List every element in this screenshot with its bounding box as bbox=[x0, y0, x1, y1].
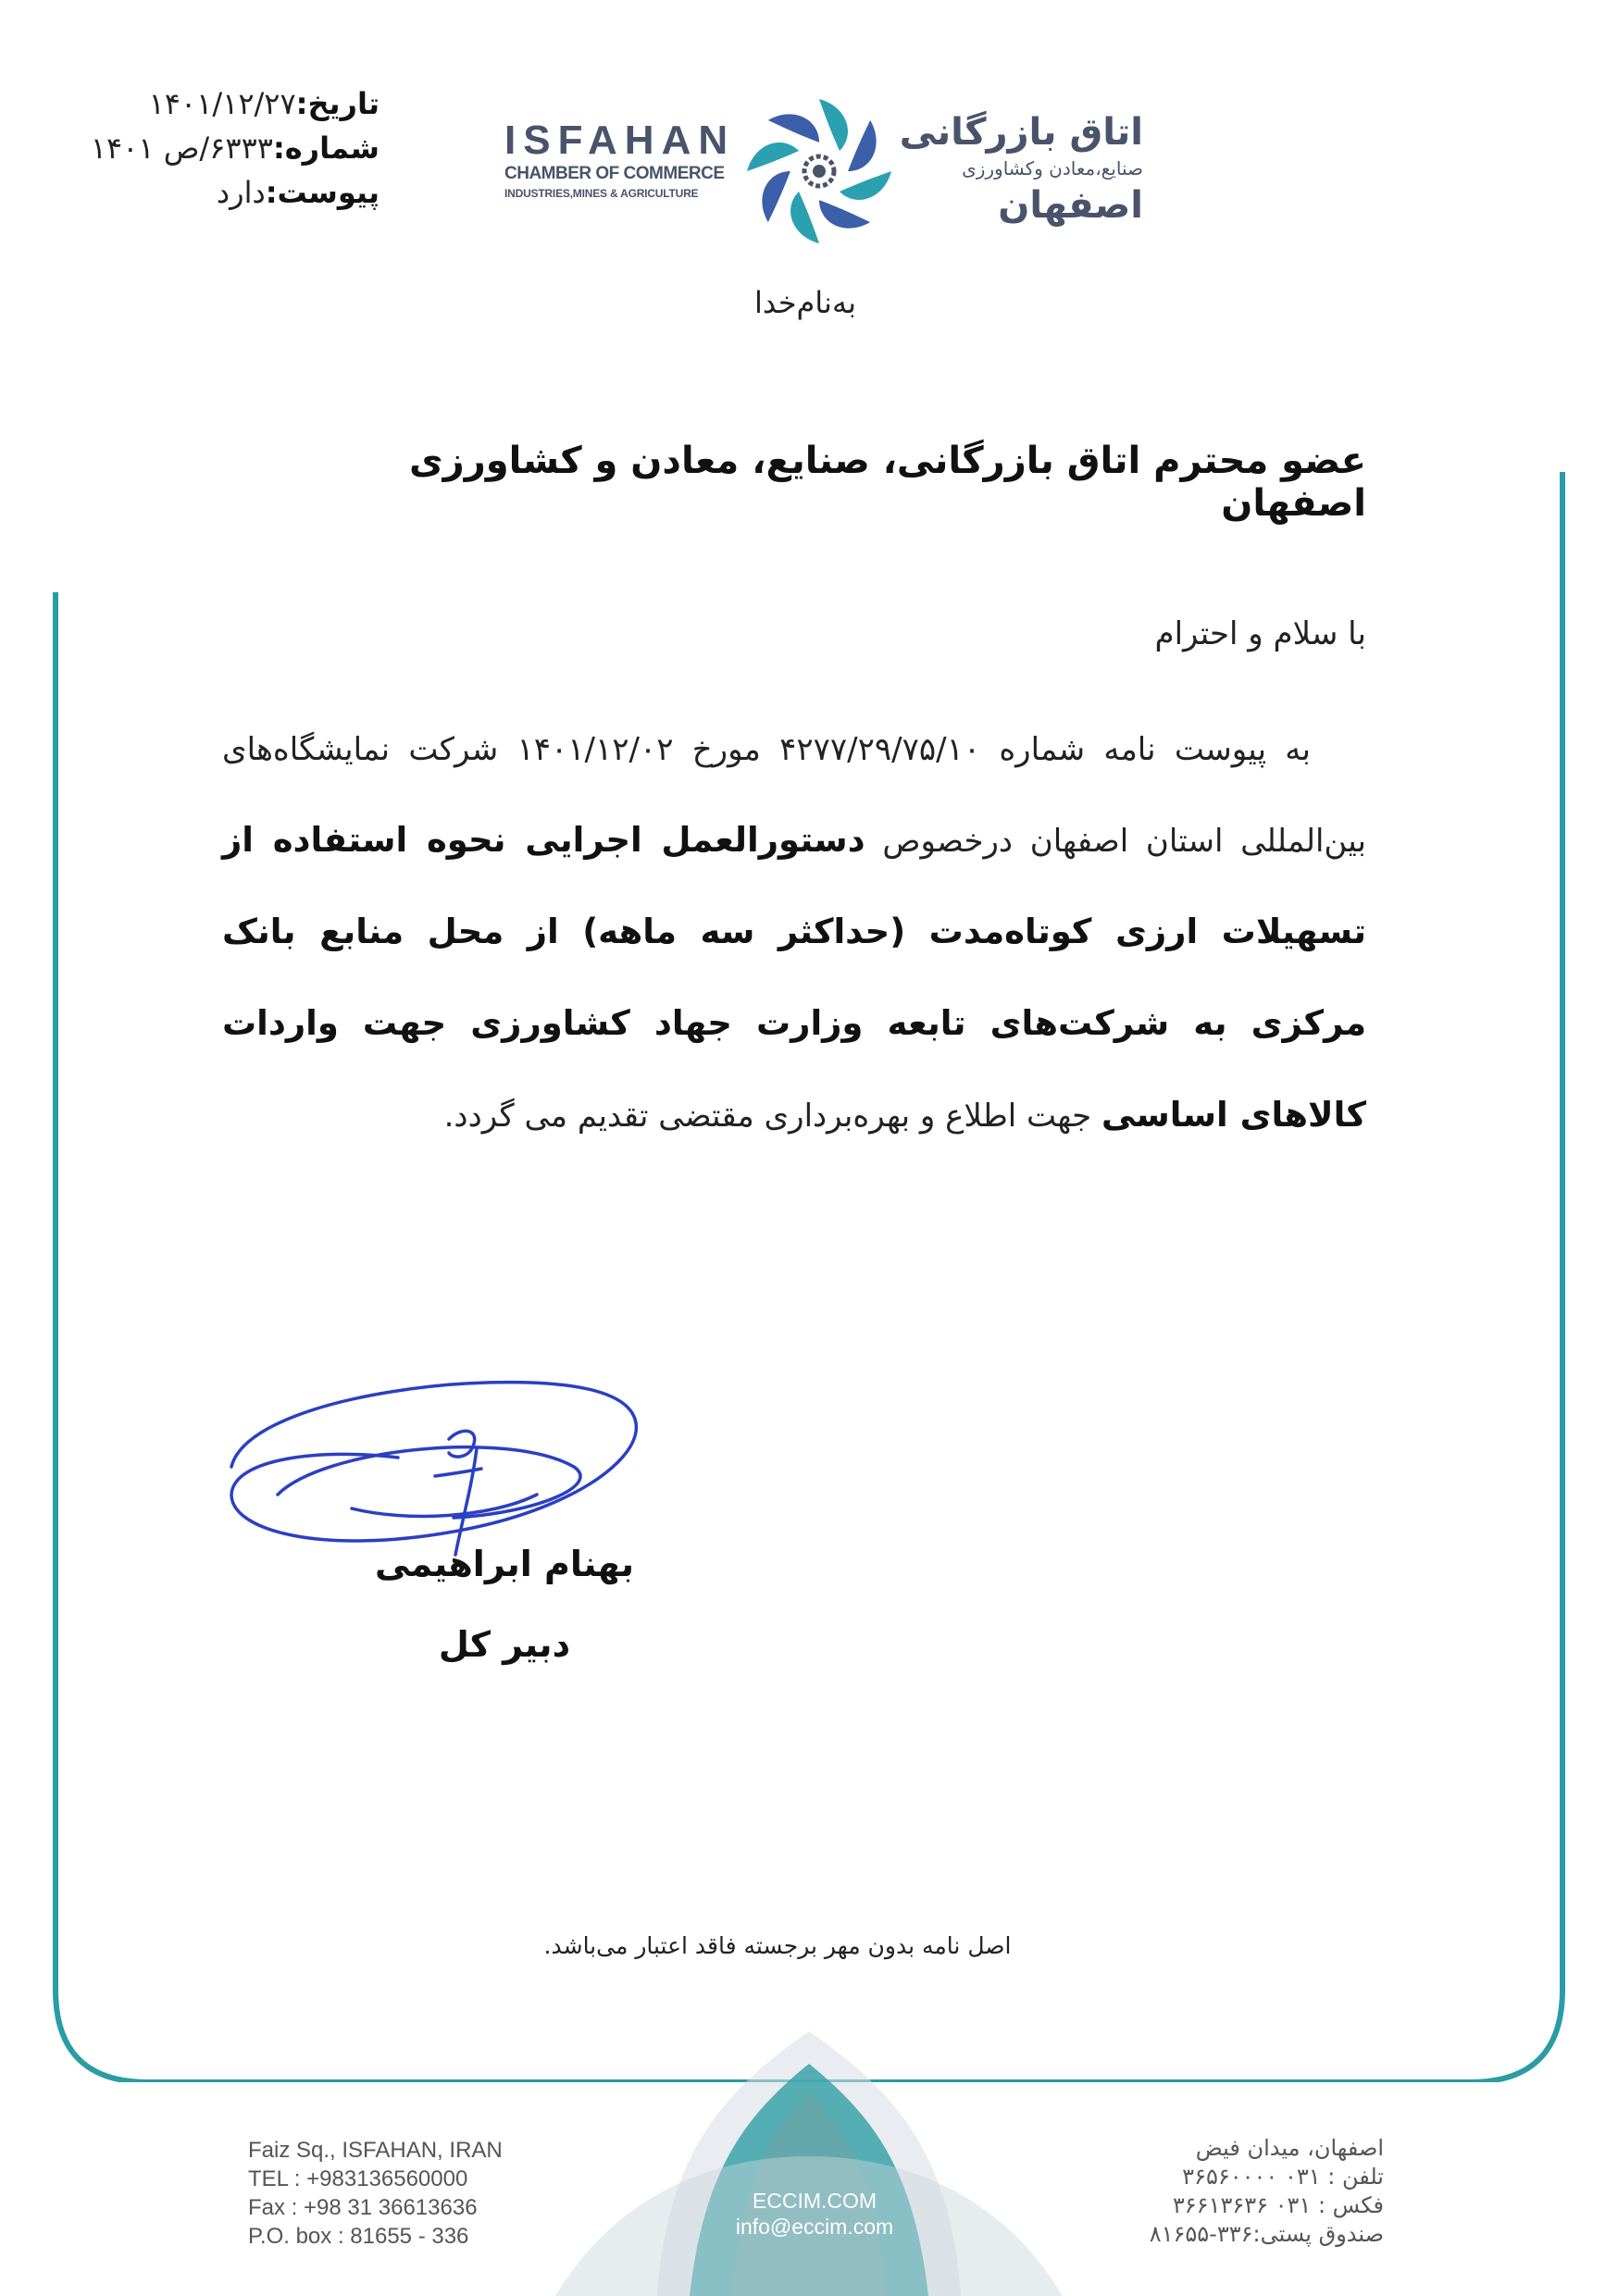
body-part1: به پیوست نامه شماره ۴۲۷۷/۲۹/۷۵/۱۰ مورخ ۱۴۰۱/۱۲/۰۲ شرکت نمایشگاه‌های بین‌المللی استان اصفهان درخصوص bbox=[222, 731, 1367, 860]
logo-fa-title: اتاق بازرگانی bbox=[899, 111, 1143, 154]
footer-web bbox=[713, 2188, 916, 2240]
isfahan-chamber-logo-icon bbox=[741, 93, 898, 250]
footer-fa-address: اصفهان، میدان فیض bbox=[1195, 2135, 1384, 2161]
stamp-validity-note: اصل نامه بدون مهر برجسته فاقد اعتبار می‌باشد. bbox=[543, 1932, 1012, 1959]
footer-en-fax: Fax : +98 31 36613636 bbox=[248, 2195, 478, 2220]
recipient-line: عضو محترم اتاق بازرگانی، صنایع، معادن و کشاورزی اصفهان bbox=[409, 440, 1366, 525]
footer-en-tel: TEL : +983136560000 bbox=[248, 2166, 468, 2191]
greeting: با سلام و احترام bbox=[1154, 615, 1366, 652]
footer-contact-persian bbox=[1092, 2134, 1384, 2249]
footer-contact-english bbox=[248, 2136, 581, 2251]
footer-fa-tel: تلفن : ۰۳۱ ۳۶۵۶۰۰۰۰ bbox=[1182, 2164, 1384, 2190]
body-bold-subject: دستورالعمل اجرایی نحوه استفاده از تسهیلات ارزی کوتاه‌مدت (حداکثر سه ماهه) از محل منابع بانک مرکزی به شرکت‌های تابعه وزارت جهاد کشاورزی جهت واردات کالاهای اساسی bbox=[222, 820, 1366, 1135]
attachment-value: دارد bbox=[216, 175, 266, 210]
footer-emblem-icon bbox=[555, 2031, 1063, 2296]
logo-en-line2: INDUSTRIES,MINES & AGRICULTURE bbox=[504, 187, 699, 200]
logo-fa-line1: صنایع،معادن وکشاورزی bbox=[962, 157, 1143, 180]
logo-fa-line2: اصفهان bbox=[998, 184, 1143, 227]
basmala: به‌نام‌خدا bbox=[754, 285, 856, 320]
letter-body bbox=[222, 705, 1366, 1161]
date-label: تاریخ: bbox=[295, 86, 380, 121]
footer-website[interactable]: ECCIM.COM bbox=[752, 2189, 877, 2213]
footer-en-pobox: P.O. box : 81655 - 336 bbox=[248, 2224, 469, 2249]
footer-email[interactable]: info@eccim.com bbox=[735, 2215, 894, 2239]
logo-persian bbox=[893, 109, 1143, 230]
attachment-label: پیوست: bbox=[265, 175, 380, 210]
logo-en-line1: CHAMBER OF COMMERCE bbox=[504, 164, 725, 183]
letter-meta bbox=[65, 81, 380, 215]
body-part2: جهت اطلاع و بهره‌برداری مقتضی تقدیم می گردد. bbox=[443, 1098, 1092, 1135]
attachment-row bbox=[65, 170, 380, 215]
logo-en-title: ISFAHAN bbox=[504, 118, 736, 163]
logo-english bbox=[504, 118, 745, 202]
number-value: ۶۳۳۳/ص ۱۴۰۱ bbox=[90, 130, 273, 166]
date-value: ۱۴۰۱/۱۲/۲۷ bbox=[148, 86, 296, 121]
footer-en-address: Faiz Sq., ISFAHAN, IRAN bbox=[248, 2138, 503, 2163]
number-label: شماره: bbox=[272, 130, 380, 166]
number-row bbox=[65, 126, 380, 170]
date-row bbox=[65, 81, 380, 126]
signer-name: بهنام ابراهیمی bbox=[375, 1544, 634, 1584]
signer-title: دبیر کل bbox=[438, 1624, 571, 1665]
footer-fa-fax: فکس : ۰۳۱ ۳۶۶۱۳۶۳۶ bbox=[1172, 2192, 1384, 2218]
footer-fa-pobox: صندوق پستی:۳۳۶-۸۱۶۵۵ bbox=[1149, 2221, 1384, 2247]
